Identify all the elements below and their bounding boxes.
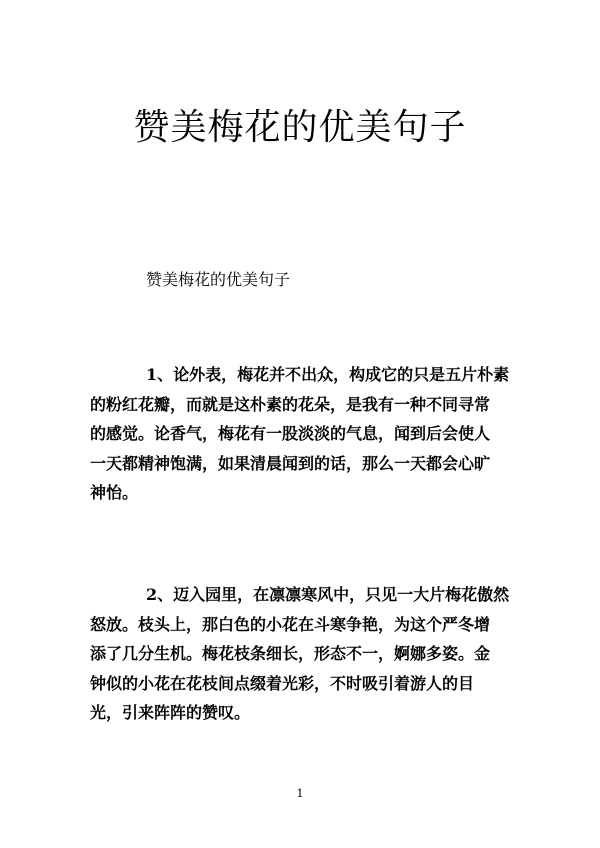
paragraph-line: 怒放。枝头上，那白色的小花在斗寒争艳，为这个严冬增	[90, 614, 491, 634]
paragraph-line: 添了几分生机。梅花枝条细长，形态不一，婀娜多姿。金	[90, 644, 491, 663]
page-number: 1	[296, 787, 304, 800]
paragraph-line: 1、论外表，梅花并不出众，构成它的只是五片朴素	[146, 365, 510, 384]
paragraph-2	[90, 580, 515, 728]
paragraph-line: 钟似的小花在花枝间点缀着光彩，不时吸引着游人的目	[90, 673, 475, 693]
paragraph-1	[90, 360, 515, 508]
paragraph-line: 2、迈入园里，在凛凛寒风中，只见一大片梅花傲然	[146, 585, 510, 604]
document-subtitle: 赞美梅花的优美句子	[146, 270, 291, 289]
paragraph-line: 神怡。	[90, 483, 139, 502]
paragraph-line: 一天都精神饱满，如果清晨闻到的话，那么一天都会心旷	[90, 453, 491, 473]
paragraph-line: 光，引来阵阵的赞叹。	[90, 703, 251, 722]
paragraph-line: 的感觉。论香气，梅花有一股淡淡的气息，闻到后会使人	[90, 424, 491, 443]
document-title: 赞美梅花的优美句子	[133, 107, 467, 148]
paragraph-line: 的粉红花瓣，而就是这朴素的花朵，是我有一种不同寻常	[90, 394, 491, 414]
